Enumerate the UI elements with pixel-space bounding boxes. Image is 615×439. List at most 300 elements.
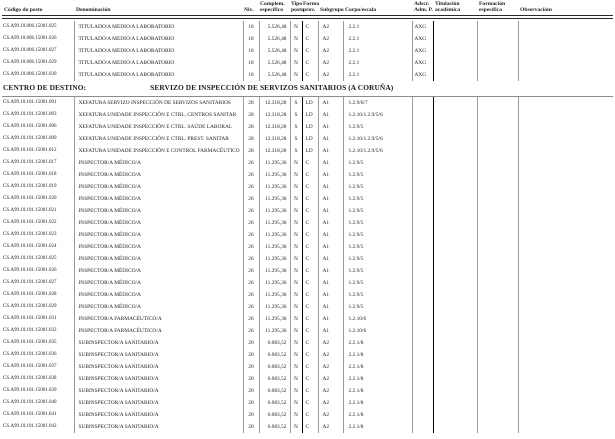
cell-niv: 20 [243,349,259,361]
cell-titulacion [433,33,477,45]
cell-codigo: CS.A99.10.101.15001.020 [3,196,57,201]
cell-tipo-posto: N [290,181,302,193]
cell-adscr-adm-p [412,109,433,121]
cell-subgrupo: A1 [318,229,343,241]
table-row [2,385,613,397]
cell-adscr-adm-p [412,385,433,397]
cell-subgrupo: A1 [318,157,343,169]
cell-complem: 11.295,36 [259,277,290,289]
cell-codigo: CS.A99.10.101.15001.024 [3,244,57,249]
cell-corpo-escala: 2.2.1/8 [343,385,412,397]
cell-complem: 11.295,36 [259,157,290,169]
cell-niv: 18 [243,69,259,81]
cell-observacions [518,45,613,57]
cell-niv: 26 [243,217,259,229]
cell-complem: 11.295,36 [259,205,290,217]
cell-forma-prov: C [302,69,318,81]
cell-formacion [477,33,518,45]
cell-complem: 12.318,28 [259,133,290,145]
cell-forma-prov: C [302,277,318,289]
cell-subgrupo: A2 [318,397,343,409]
cell-formacion [477,145,518,157]
cell-codigo: CS.A99.10.101.15001.023 [3,232,57,237]
cell-forma-prov: C [302,57,318,69]
cell-denominacion: INSPECTOR/A MÉDICO/A [74,241,243,253]
cell-observacions [518,21,613,33]
cell-tipo-posto: N [290,205,302,217]
cell-subgrupo: A2 [318,69,343,81]
cell-tipo-posto: N [290,45,302,57]
cell-corpo-escala: 2.2.1 [343,69,412,81]
cell-observacions [518,397,613,409]
cell-titulacion [433,241,477,253]
cell-subgrupo: A2 [318,373,343,385]
cell-codigo: CS.A99.10.101.15001.038 [3,376,57,381]
cell-corpo-escala: 2.2.1/8 [343,361,412,373]
cell-denominacion: SUBINSPECTOR/A SANITARIO/A [74,349,243,361]
cell-observacions [518,241,613,253]
cell-titulacion [433,121,477,133]
cell-codigo: CS.A99.10.101.15001.029 [3,304,57,309]
cell-corpo-escala: 1.2.10/6 [343,325,412,337]
cell-observacions [518,33,613,45]
cell-forma-prov: LD [302,121,318,133]
cell-denominacion: XEFATURA UNIDADE INSPECCIÓN E CTRL. PREST. SANITAR [74,133,243,145]
cell-corpo-escala: 1.2.10/6 [343,313,412,325]
cell-codigo: CS.A99.10.101.15001.019 [3,184,57,189]
cell-titulacion [433,397,477,409]
cell-observacions [518,325,613,337]
cell-denominacion: TITULADO/A MEDIO/A LABORATORIO [74,21,243,33]
cell-subgrupo: A2 [318,409,343,421]
cell-subgrupo: A1 [318,325,343,337]
cell-tipo-posto: N [290,169,302,181]
table-row [2,361,613,373]
cell-formacion [477,337,518,349]
cell-tipo-posto: N [290,21,302,33]
cell-tipo-posto: N [290,157,302,169]
cell-complem: 5.526,48 [259,69,290,81]
cell-subgrupo: A1 [318,217,343,229]
cell-denominacion: INSPECTOR/A MÉDICO/A [74,253,243,265]
cell-forma-prov: C [302,21,318,33]
cell-adscr-adm-p [412,193,433,205]
cell-formacion [477,69,518,81]
cell-complem: 11.295,36 [259,169,290,181]
cell-denominacion: INSPECTOR/A MÉDICO/A [74,205,243,217]
table-row [2,325,613,337]
cell-complem: 6.083,52 [259,409,290,421]
cell-forma-prov: C [302,217,318,229]
cell-titulacion [433,325,477,337]
cell-corpo-escala: 2.2.1 [343,45,412,57]
cell-tipo-posto: N [290,337,302,349]
table-row [2,69,613,81]
cell-codigo: CS.A99.10.101.15001.042 [3,424,57,429]
cell-denominacion: TITULADO/A MEDIO/A LABORATORIO [74,57,243,69]
cell-adscr-adm-p [412,373,433,385]
cell-titulacion [433,145,477,157]
cell-niv: 28 [243,121,259,133]
cell-formacion [477,109,518,121]
centro-de-destino-heading [3,83,615,96]
cell-titulacion [433,385,477,397]
cell-tipo-posto: N [290,397,302,409]
cell-subgrupo: A1 [318,241,343,253]
cell-complem: 6.083,52 [259,373,290,385]
cell-niv: 26 [243,313,259,325]
cell-niv: 26 [243,289,259,301]
cell-observacions [518,349,613,361]
col-header-forma: Forma prov. [303,1,320,13]
col-header-formacion: Formación específica [479,1,506,13]
cell-tipo-posto: S [290,133,302,145]
cell-adscr-adm-p [412,253,433,265]
table-row [2,193,613,205]
cell-corpo-escala: 2.2.1/8 [343,349,412,361]
cell-niv: 28 [243,109,259,121]
cell-codigo: CS.A99.10.101.15001.031 [3,316,57,321]
table-row [2,205,613,217]
cell-titulacion [433,21,477,33]
cell-formacion [477,205,518,217]
cell-observacions [518,385,613,397]
cell-formacion [477,397,518,409]
cell-codigo: CS.A99.10.101.15001.003 [3,112,57,117]
cell-titulacion [433,169,477,181]
cell-subgrupo: A1 [318,193,343,205]
cell-observacions [518,157,613,169]
cell-niv: 18 [243,33,259,45]
cell-observacions [518,133,613,145]
cell-complem: 12.318,28 [259,109,290,121]
cell-forma-prov: C [302,229,318,241]
cell-titulacion [433,229,477,241]
cell-niv: 26 [243,301,259,313]
cell-tipo-posto: N [290,253,302,265]
cell-niv: 26 [243,277,259,289]
cell-tipo-posto: N [290,69,302,81]
cell-tipo-posto: N [290,325,302,337]
cell-titulacion [433,133,477,145]
cell-corpo-escala: 1.2.9/5 [343,205,412,217]
cell-formacion [477,121,518,133]
table-row [2,157,613,169]
cell-denominacion: INSPECTOR/A MÉDICO/A [74,301,243,313]
cell-adscr-adm-p [412,97,433,109]
cell-formacion [477,193,518,205]
table-row [2,169,613,181]
cell-formacion [477,217,518,229]
cell-codigo: CS.A99.10.101.15001.009 [3,136,57,141]
cell-niv: 28 [243,145,259,157]
cell-observacions [518,409,613,421]
cell-formacion [477,21,518,33]
cell-subgrupo: A2 [318,361,343,373]
cell-niv: 26 [243,241,259,253]
cell-titulacion [433,69,477,81]
cell-titulacion [433,289,477,301]
cell-denominacion: INSPECTOR/A MÉDICO/A [74,217,243,229]
cell-formacion [477,157,518,169]
cell-formacion [477,277,518,289]
cell-observacions [518,421,613,433]
cell-niv: 26 [243,253,259,265]
cell-adscr-adm-p [412,313,433,325]
cell-forma-prov: C [302,193,318,205]
cell-denominacion: INSPECTOR/A FARMACÉUTICO/A [74,325,243,337]
cell-observacions [518,289,613,301]
cell-complem: 11.295,36 [259,241,290,253]
cell-adscr-adm-p [412,181,433,193]
cell-forma-prov: C [302,385,318,397]
cell-formacion [477,265,518,277]
cell-niv: 20 [243,361,259,373]
table-row [2,337,613,349]
cell-titulacion [433,277,477,289]
cell-observacions [518,205,613,217]
cell-adscr-adm-p [412,241,433,253]
cell-forma-prov: C [302,253,318,265]
cell-observacions [518,253,613,265]
cell-forma-prov: C [302,301,318,313]
cell-denominacion: TITULADO/A MEDIO/A LABORATORIO [74,33,243,45]
cell-titulacion [433,313,477,325]
cell-corpo-escala: 1.2.9/5 [343,253,412,265]
cell-niv: 18 [243,21,259,33]
cell-tipo-posto: S [290,145,302,157]
cell-adscr-adm-p [412,121,433,133]
cell-denominacion: INSPECTOR/A MÉDICO/A [74,229,243,241]
cell-formacion [477,241,518,253]
cell-forma-prov: C [302,265,318,277]
cell-observacions [518,69,613,81]
cell-formacion [477,301,518,313]
cell-niv: 18 [243,45,259,57]
cell-subgrupo: A2 [318,337,343,349]
cell-corpo-escala: 1.2.9/5 [343,169,412,181]
cell-subgrupo: A2 [318,421,343,433]
cell-adscr-adm-p [412,337,433,349]
cell-corpo-escala: 1.2.9/5 [343,157,412,169]
cell-complem: 11.295,36 [259,193,290,205]
cell-niv: 26 [243,205,259,217]
cell-corpo-escala: 1.2.9/5 [343,217,412,229]
cell-complem: 11.295,36 [259,229,290,241]
cell-complem: 11.295,36 [259,289,290,301]
cell-observacions [518,313,613,325]
cell-denominacion: INSPECTOR/A MÉDICO/A [74,181,243,193]
cell-codigo: CS.A99.10.101.15001.012 [3,148,57,153]
cell-codigo: CS.A99.10.101.15001.017 [3,160,57,165]
cell-forma-prov: C [302,157,318,169]
cell-codigo: CS.A99.10.006.15001.030 [3,72,57,77]
cell-titulacion [433,57,477,69]
cell-tipo-posto: N [290,421,302,433]
cell-adscr-adm-p [412,325,433,337]
cell-niv: 20 [243,373,259,385]
table-row [2,265,613,277]
table-row [2,241,613,253]
col-header-subgrupo: Subgrupo [320,7,344,13]
cell-complem: 11.295,36 [259,313,290,325]
cell-forma-prov: C [302,313,318,325]
cell-corpo-escala: 1.2.10/1.2.9/5/6 [343,133,412,145]
cell-observacions [518,109,613,121]
cell-formacion [477,181,518,193]
cell-niv: 26 [243,265,259,277]
cell-complem: 6.083,52 [259,349,290,361]
cell-observacions [518,181,613,193]
cell-formacion [477,313,518,325]
cell-adscr-adm-p [412,265,433,277]
cell-formacion [477,57,518,69]
cell-corpo-escala: 1.2.9/5 [343,229,412,241]
cell-adscr-adm-p: AXG [412,33,433,45]
cell-tipo-posto: N [290,361,302,373]
cell-formacion [477,349,518,361]
cell-complem: 6.083,52 [259,397,290,409]
cell-denominacion: SUBINSPECTOR/A SANITARIO/A [74,385,243,397]
table-row [2,301,613,313]
cell-titulacion [433,421,477,433]
cell-titulacion [433,337,477,349]
cell-corpo-escala: 2.2.1 [343,33,412,45]
cell-niv: 20 [243,397,259,409]
table-row [2,409,613,421]
cell-formacion [477,229,518,241]
cell-niv: 18 [243,57,259,69]
cell-complem: 12.318,28 [259,97,290,109]
cell-adscr-adm-p [412,229,433,241]
cell-formacion [477,253,518,265]
cell-formacion [477,325,518,337]
cell-tipo-posto: N [290,385,302,397]
cell-titulacion [433,181,477,193]
cell-codigo: CS.A99.10.006.15001.027 [3,48,57,53]
cell-denominacion: TITULADO/A MEDIO/A LABORATORIO [74,69,243,81]
cell-tipo-posto: N [290,349,302,361]
cell-adscr-adm-p [412,145,433,157]
col-header-niv: Niv. [244,7,254,13]
cell-adscr-adm-p: AXG [412,21,433,33]
cell-observacions [518,301,613,313]
cell-corpo-escala: 1.2.10/1.2.9/5/6 [343,109,412,121]
cell-observacions [518,193,613,205]
cell-codigo: CS.A99.10.101.15001.025 [3,256,57,261]
cell-subgrupo: A2 [318,57,343,69]
cell-codigo: CS.A99.10.101.15001.040 [3,400,57,405]
table-row [2,21,613,33]
cell-forma-prov: C [302,289,318,301]
cell-adscr-adm-p [412,409,433,421]
cell-forma-prov: C [302,373,318,385]
table-row [2,217,613,229]
cell-codigo: CS.A99.10.101.15001.027 [3,280,57,285]
cell-observacions [518,265,613,277]
table-row [2,289,613,301]
cell-codigo: CS.A99.10.101.15001.041 [3,412,57,417]
cell-codigo: CS.A99.10.006.15001.026 [3,36,57,41]
table-row [2,57,613,69]
cell-subgrupo: A2 [318,33,343,45]
cell-observacions [518,277,613,289]
cell-observacions [518,121,613,133]
cell-niv: 26 [243,157,259,169]
cell-denominacion: TITULADO/A MEDIO/A LABORATORIO [74,45,243,57]
cell-corpo-escala: 1.2.9/5 [343,241,412,253]
cell-formacion [477,133,518,145]
table-row [2,373,613,385]
cell-corpo-escala: 1.2.9/5 [343,277,412,289]
cell-tipo-posto: N [290,229,302,241]
cell-subgrupo: A1 [318,289,343,301]
cell-forma-prov: C [302,421,318,433]
cell-codigo: CS.A99.10.101.15001.018 [3,172,57,177]
cell-complem: 5.526,48 [259,21,290,33]
cell-observacions [518,97,613,109]
cell-corpo-escala: 1.2.10/1.2.9/5/6 [343,145,412,157]
cell-complem: 6.083,52 [259,361,290,373]
cell-denominacion: SUBINSPECTOR/A SANITARIO/A [74,409,243,421]
col-header-observacions: Observacións [520,7,553,13]
cell-corpo-escala: 1.2.9/5 [343,181,412,193]
cell-tipo-posto: N [290,277,302,289]
cell-corpo-escala: 2.2.1/8 [343,409,412,421]
cell-complem: 6.083,52 [259,385,290,397]
table-row [2,109,613,121]
cell-niv: 20 [243,409,259,421]
cell-forma-prov: C [302,337,318,349]
cell-denominacion: XEFATURA UNIDADE INSPECCIÓN E CTRL. SAÚDE LABORAL [74,121,243,133]
table-row [2,253,613,265]
cell-observacions [518,373,613,385]
cell-adscr-adm-p [412,301,433,313]
cell-complem: 11.295,36 [259,217,290,229]
cell-titulacion [433,157,477,169]
cell-denominacion: INSPECTOR/A MÉDICO/A [74,289,243,301]
cell-subgrupo: A2 [318,349,343,361]
cell-forma-prov: C [302,45,318,57]
col-header-tipo: Tipo posto [291,1,304,13]
cell-forma-prov: C [302,169,318,181]
cell-codigo: CS.A99.10.101.15001.036 [3,352,57,357]
cell-corpo-escala: 1.2.9/5 [343,301,412,313]
cell-codigo: CS.A99.10.101.15001.021 [3,208,57,213]
cell-subgrupo: A1 [318,205,343,217]
table-row [2,181,613,193]
cell-denominacion: INSPECTOR/A MÉDICO/A [74,157,243,169]
cell-complem: 11.295,36 [259,181,290,193]
cell-observacions [518,145,613,157]
col-header-titulacion: Titulación académica [435,1,461,13]
cell-codigo: CS.A99.10.101.15001.037 [3,364,57,369]
cell-subgrupo: A2 [318,45,343,57]
cell-forma-prov: C [302,361,318,373]
cell-complem: 6.083,52 [259,421,290,433]
table-row [2,277,613,289]
cell-codigo: CS.A99.10.006.15001.025 [3,24,57,29]
cell-complem: 11.295,36 [259,325,290,337]
table-header [2,0,613,15]
cell-forma-prov: C [302,205,318,217]
table-row [2,421,613,433]
cell-forma-prov: LD [302,133,318,145]
cell-observacions [518,361,613,373]
cell-denominacion: INSPECTOR/A MÉDICO/A [74,277,243,289]
table-row [2,45,613,57]
centro-value: SERVIZO DE INSPECCIÓN DE SERVIZOS SANITARIOS (A CORUÑA) [150,83,394,92]
